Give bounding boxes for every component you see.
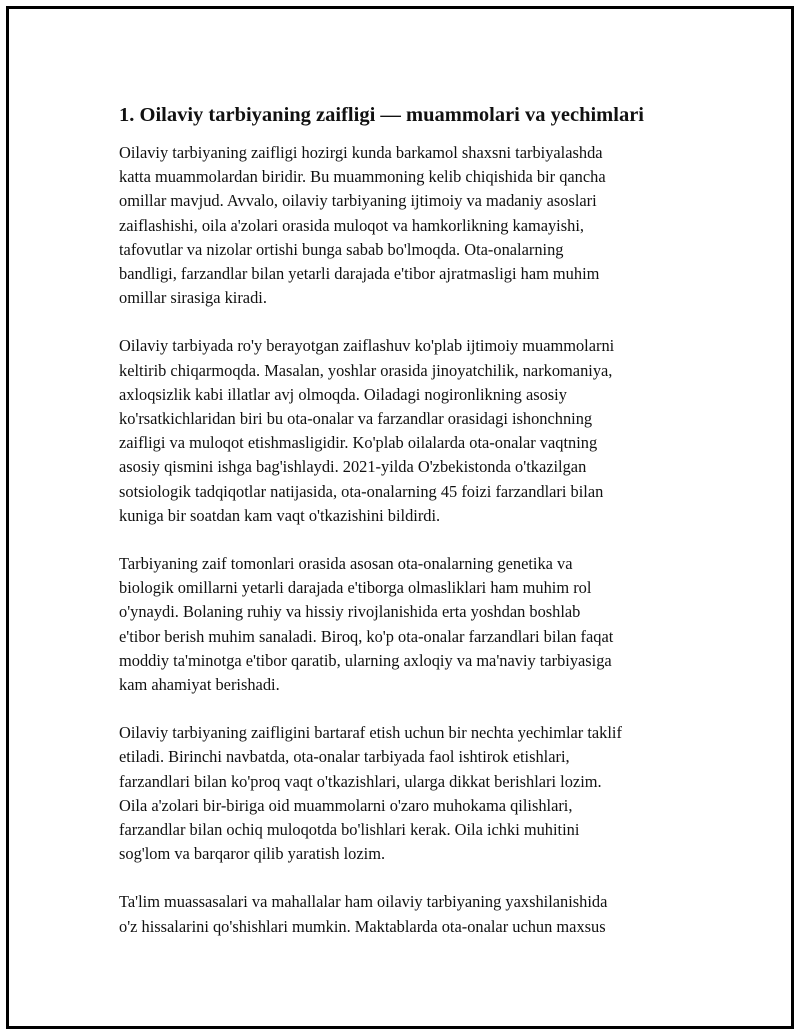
text-line: katta muammolardan biridir. Bu muammoning kelib chiqishida bir qancha (119, 167, 606, 187)
paragraph-container (119, 141, 699, 939)
text-line: farzandlar bilan ochiq muloqotda bo'lishlari kerak. Oila ichki muhitini (119, 820, 580, 840)
paragraph (119, 141, 699, 310)
text-line: Ta'lim muassasalari va mahallalar ham oilaviy tarbiyaning yaxshilanishida (119, 892, 608, 912)
text-line: sotsiologik tadqiqotlar natijasida, ota-onalarning 45 foizi farzandlari bilan (119, 481, 604, 501)
text-line: farzandlari bilan ko'proq vaqt o'tkazishlari, ularga dikkat berishlari lozim. (119, 771, 602, 791)
text-line: Oila a'zolari bir-biriga oid muammolarni o'zaro muhokama qilishlari, (119, 795, 573, 815)
paragraph (119, 552, 699, 697)
text-line: zaiflashishi, oila a'zolari orasida muloqot va hamkorlikning kamayishi, (119, 215, 584, 235)
text-line: omillar mavjud. Avvalo, oilaviy tarbiyaning ijtimoiy va madaniy asoslari (119, 191, 597, 211)
text-line: Oilaviy tarbiyaning zaifligi hozirgi kunda barkamol shaxsni tarbiyalashda (119, 143, 603, 162)
text-line: bandligi, farzandlar bilan yetarli darajada e'tibor ajratmasligi ham muhim (119, 264, 600, 284)
text-line: o'z hissalarini qo'shishlari mumkin. Maktablarda ota-onalar uchun maxsus (119, 916, 606, 936)
text-line: axloqsizlik kabi illatlar avj olmoqda. Oiladagi nogironlikning asosiy (119, 384, 567, 404)
paragraph (119, 721, 699, 866)
text-line: zaifligi va muloqot etishmasligidir. Ko'plab oilalarda ota-onalar vaqtning (119, 433, 598, 453)
text-line: moddiy ta'minotga e'tibor qaratib, ularning axloqiy va ma'naviy tarbiyasiga (119, 650, 612, 670)
paragraph (119, 334, 699, 528)
document-body (119, 101, 699, 963)
text-line: tafovutlar va nizolar ortishi bunga sabab bo'lmoqda. Ota-onalarning (119, 239, 564, 259)
text-line: ko'rsatkichlaridan biri bu ota-onalar va farzandlar orasidagi ishonchning (119, 409, 593, 429)
text-line: asosiy qismini ishga bag'ishlaydi. 2021-yilda O'zbekistonda o'tkazilgan (119, 457, 587, 477)
text-line: kuniga bir soatdan kam vaqt o'tkazishini bildirdi. (119, 505, 441, 525)
text-line: omillar sirasiga kiradi. (119, 288, 267, 308)
text-line: Oilaviy tarbiyaning zaifligini bartaraf etish uchun bir nechta yechimlar taklif (119, 723, 622, 743)
text-line: sog'lom va barqaror qilib yaratish lozim. (119, 844, 386, 864)
text-line: Tarbiyaning zaif tomonlari orasida asosan ota-onalarning genetika va (119, 554, 573, 574)
text-line: etiladi. Birinchi navbatda, ota-onalar tarbiyada faol ishtirok etishlari, (119, 747, 570, 767)
text-line: keltirib chiqarmoqda. Masalan, yoshlar orasida jinoyatchilik, narkomaniya, (119, 360, 613, 380)
text-line: e'tibor berish muhim sanaladi. Biroq, ko'p ota-onalar farzandlari bilan faqat (119, 626, 614, 646)
text-line: biologik omillarni yetarli darajada e'tiborga olmasliklari ham muhim rol (119, 578, 592, 598)
text-line: Oilaviy tarbiyada ro'y berayotgan zaiflashuv ko'plab ijtimoiy muammolarni (119, 336, 615, 356)
document-title: 1. Oilaviy tarbiyaning zaifligi — muammolari va yechimlari (119, 104, 644, 126)
text-line: o'ynaydi. Bolaning ruhiy va hissiy rivojlanishida erta yoshdan boshlab (119, 602, 581, 622)
page-border (6, 6, 794, 1029)
text-line: kam ahamiyat berishadi. (119, 675, 280, 695)
paragraph (119, 890, 699, 938)
